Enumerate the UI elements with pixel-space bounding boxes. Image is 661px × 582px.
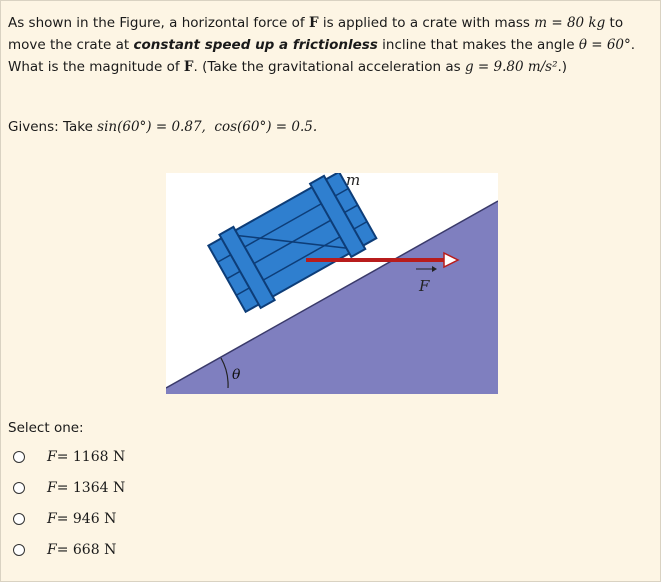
givens-label: Givens [8, 119, 55, 135]
mass-value: m = 80 kg [534, 15, 606, 31]
question-part: .) [557, 59, 568, 75]
sin-value: sin(60°) = 0.87, [97, 119, 206, 135]
question-part: incline that makes the angle [377, 37, 579, 53]
option-var: F [47, 449, 57, 465]
givens-text: : Take [54, 119, 98, 135]
angle-value: θ = 60° [578, 37, 631, 53]
incline-figure [166, 173, 498, 394]
question-part: to move the crate at [8, 15, 624, 53]
radio-button[interactable] [13, 544, 25, 556]
givens-line [8, 116, 317, 138]
question-part: . What is the magnitude of [8, 37, 636, 75]
question-part: . (Take the gravitational acceleration as [193, 59, 465, 75]
mass-label: m [346, 173, 361, 189]
radio-button[interactable] [13, 451, 25, 463]
option-value: = 946 N [56, 511, 117, 527]
option-value: = 1364 N [56, 480, 126, 496]
option-1[interactable] [13, 446, 125, 468]
question-part: As shown in the Figure, a horizontal force of [8, 15, 309, 31]
option-value: = 668 N [56, 542, 117, 558]
radio-button[interactable] [13, 482, 25, 494]
select-label: Select one: [8, 420, 84, 436]
option-3[interactable] [13, 508, 116, 530]
option-var: F [47, 480, 57, 496]
emphasis-text: constant speed up a frictionless [133, 37, 378, 53]
option-var: F [47, 542, 57, 558]
gravity-value: g = 9.80 m/s² [464, 59, 558, 75]
question-text [8, 12, 648, 78]
question-part: is applied to a crate with mass [318, 15, 535, 31]
angle-label: θ [232, 367, 241, 383]
cos-value: cos(60°) = 0.5. [214, 119, 318, 135]
option-4[interactable] [13, 539, 116, 561]
option-value: = 1168 N [56, 449, 126, 465]
radio-button[interactable] [13, 513, 25, 525]
option-var: F [47, 511, 57, 527]
option-2[interactable] [13, 477, 125, 499]
force-symbol: F [183, 59, 194, 75]
force-label: F [419, 277, 430, 295]
force-symbol: F [308, 15, 319, 31]
